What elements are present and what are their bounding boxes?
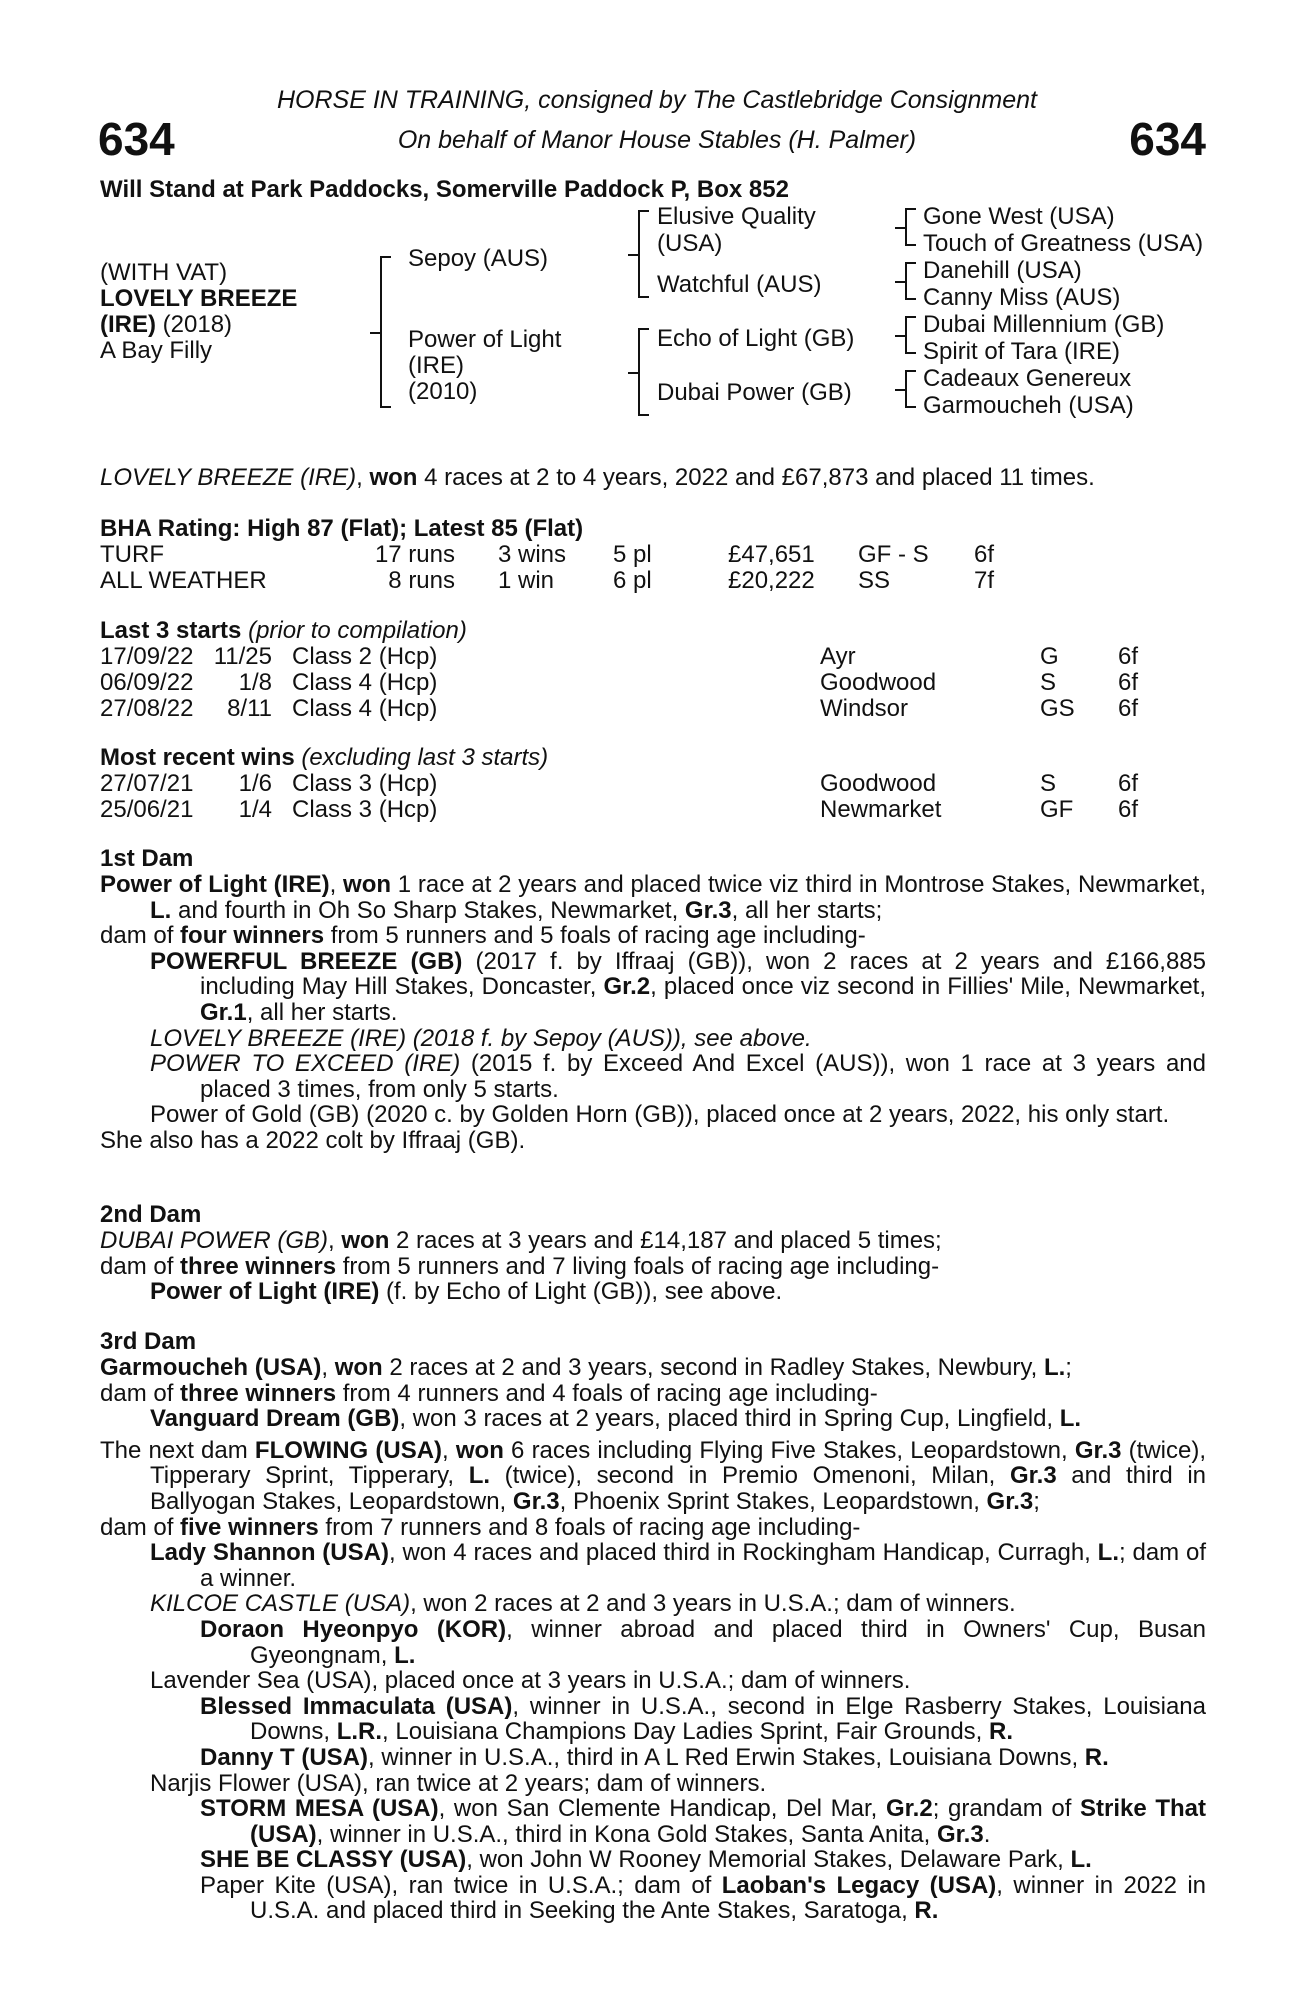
rating-going: GF - S — [858, 541, 929, 568]
consignor-line: HORSE IN TRAINING, consigned by The Castlebridge Consignment — [276, 86, 1038, 114]
dam2-produce-intro — [100, 1254, 1206, 1280]
text-run: ; dam of a winner. — [200, 1539, 1206, 1592]
text-run: Power of Gold (GB) (2020 c. by Golden Horn (GB)), placed once at 2 years, 2022, his only start. — [150, 1101, 1170, 1129]
recent-cls: Class 3 (Hcp) — [292, 796, 438, 823]
recent-heading — [100, 745, 548, 771]
text-run: , all her starts. — [246, 998, 398, 1026]
pedigree-brace-ds — [905, 316, 916, 354]
text-run: (2015 f. by Exceed And Excel (AUS)), won 1 race at 3 years and placed 3 times, from only 5 starts. — [200, 1050, 1206, 1103]
text-run: , — [328, 1227, 342, 1254]
pedigree-ddd: Garmoucheh (USA) — [923, 392, 1134, 419]
dam1-section — [100, 872, 1206, 1154]
recent-course: Newmarket — [820, 796, 942, 823]
text-run: Gr.3 — [512, 1487, 560, 1515]
text-run: , won John W Rooney Memorial Stakes, Delaware Park, — [466, 1846, 1071, 1874]
text-run: , winner in U.S.A., second in Elge Rasberry Stakes, Louisiana Downs, — [250, 1692, 1206, 1746]
summary-text: 4 races at 2 to 4 years, 2022 and £67,873 and placed 11 times. — [417, 464, 1095, 491]
text-run: five winners — [180, 1513, 319, 1541]
text-run: dam of — [100, 1513, 181, 1541]
text-run: Gr.1 — [200, 998, 247, 1026]
text-run: , all her starts; — [731, 896, 883, 924]
recent-pos: 1/4 — [238, 796, 272, 823]
text-run: L.R. — [336, 1718, 383, 1746]
text-run: Gr.3 — [1009, 1462, 1057, 1490]
text-run: L. — [1043, 1354, 1066, 1381]
text-run: Gr.3 — [1074, 1436, 1122, 1464]
text-run: L. — [150, 896, 172, 924]
recent-dist: 6f — [1118, 796, 1139, 823]
race-summary: LOVELY BREEZE (IRE), won 4 races at 2 to 4 years, 2022 and £67,873 and placed 11 times. — [100, 464, 1095, 491]
last3-dist: 6f — [1118, 669, 1139, 696]
text-run: from 5 runners and 7 living foals of racing age including- — [336, 1252, 940, 1280]
text-run: Gr.3 — [986, 1487, 1034, 1515]
pedigree-brace-dam — [638, 328, 649, 416]
text-run: won — [455, 1436, 504, 1464]
text-run: Danny T (USA) — [200, 1743, 368, 1771]
text-run: ; — [1065, 1354, 1072, 1381]
dam1-para — [100, 872, 1206, 923]
dam2-produce-item — [100, 1279, 1206, 1305]
text-run: , winner in U.S.A., third in A L Red Erwin Stakes, Louisiana Downs, — [368, 1743, 1085, 1771]
text-run: Laoban's Legacy (USA) — [721, 1871, 997, 1899]
next-dam-grandproduce — [100, 1617, 1206, 1668]
text-run: four winners — [180, 922, 325, 950]
horse-description: A Bay Filly — [100, 337, 213, 364]
rating-pl: 5 pl — [613, 541, 652, 568]
text-run: , placed once viz second in Fillies' Mile, Newmarket, — [650, 973, 1207, 1001]
text-run: Gr.2 — [603, 973, 651, 1001]
text-run: R. — [1084, 1743, 1109, 1771]
text-run: (f. by Echo of Light (GB)), see above. — [379, 1278, 783, 1306]
text-run: KILCOE CASTLE (USA) — [150, 1590, 411, 1618]
next-dam-produce-item — [100, 1540, 1206, 1591]
text-run: 2 races at 3 years and £14,187 and placed 5 times; — [389, 1227, 942, 1254]
text-run: Gr.2 — [885, 1795, 933, 1823]
text-run: L. — [468, 1462, 491, 1490]
next-dam-produce-item — [100, 1668, 1206, 1694]
pedigree-dd: Dubai Power (GB) — [657, 379, 852, 406]
recent-pos: 1/6 — [238, 770, 272, 797]
text-run: dam of — [100, 1379, 181, 1407]
stand-line: Will Stand at Park Paddocks, Somerville Paddock P, Box 852 — [100, 176, 789, 203]
recent-dist: 6f — [1118, 770, 1139, 797]
text-run: , winner in 2022 in U.S.A. and placed third in Seeking the Ante Stakes, Saratoga, — [250, 1871, 1206, 1925]
last3-note: (prior to compilation) — [241, 617, 467, 644]
text-run: from 7 runners and 8 foals of racing age including- — [318, 1513, 861, 1541]
text-run: POWER TO EXCEED (IRE) — [150, 1050, 461, 1078]
text-run: won — [341, 1227, 390, 1254]
text-run: ; grandam of — [932, 1795, 1081, 1823]
text-run: Strike That (USA) — [250, 1795, 1207, 1848]
on-behalf-line: On behalf of Manor House Stables (H. Palmer) — [397, 126, 917, 154]
text-run: . — [983, 1820, 991, 1848]
rating-runs: 8 runs — [388, 567, 455, 594]
next-dam-produce-item — [100, 1771, 1206, 1797]
pedigree-sire: Sepoy (AUS) — [408, 245, 549, 272]
pedigree-brace-dd — [905, 370, 916, 408]
dam2-para — [100, 1228, 1206, 1254]
rating-dist: 7f — [974, 567, 995, 594]
dam1-produce-item — [100, 1051, 1206, 1102]
last3-dist: 6f — [1118, 643, 1139, 670]
text-run: (twice), second in Premio Omenoni, Milan, — [490, 1462, 1010, 1490]
text-run: FLOWING (USA) — [254, 1436, 443, 1464]
next-dam-grandproduce — [100, 1694, 1206, 1745]
text-run: ; — [1033, 1487, 1040, 1515]
pedigree-sds: Danehill (USA) — [923, 257, 1082, 284]
text-run: (twice), Tipperary Sprint, Tipperary, — [150, 1436, 1207, 1490]
next-dam-para — [100, 1438, 1206, 1515]
text-run: Doraon Hyeonpyo (KOR) — [200, 1615, 507, 1643]
dam2-section — [100, 1228, 1206, 1305]
recent-title: Most recent wins — [100, 744, 295, 771]
vat-label: (WITH VAT) — [100, 259, 228, 286]
text-run: and third in Ballyogan Stakes, Leopardstown, — [150, 1462, 1206, 1515]
text-run: and fourth in Oh So Sharp Stakes, Newmarket, — [171, 896, 685, 924]
text-run: R. — [914, 1897, 939, 1925]
text-run: Gr.3 — [937, 1820, 984, 1848]
text-run: STORM MESA (USA) — [200, 1795, 439, 1823]
last3-course: Windsor — [820, 695, 909, 722]
text-run: , Phoenix Sprint Stakes, Leopardstown, — [559, 1487, 987, 1515]
text-run: from 4 runners and 4 foals of racing age including- — [336, 1379, 878, 1407]
last3-pos: 11/25 — [213, 643, 272, 670]
pedigree-sd: Watchful (AUS) — [657, 271, 822, 298]
text-run: , — [442, 1436, 456, 1464]
rating-going: SS — [858, 567, 891, 594]
text-run: Gr.3 — [684, 896, 732, 924]
horse-name: LOVELY BREEZE — [100, 285, 298, 312]
dam3-title: 3rd Dam — [100, 1328, 197, 1355]
text-run: (2017 f. by Iffraaj (GB)), won 2 races at 2 years and £166,885 including May Hill Stakes, Doncaster, — [200, 947, 1207, 1001]
pedigree-sdd: Canny Miss (AUS) — [923, 284, 1121, 311]
rating-wins: 3 wins — [498, 541, 567, 568]
next-dam-grandproduce — [100, 1847, 1206, 1873]
recent-note: (excluding last 3 starts) — [294, 744, 549, 771]
text-run: three winners — [180, 1379, 337, 1407]
text-run: Blessed Immaculata (USA) — [200, 1692, 513, 1720]
last3-cls: Class 4 (Hcp) — [292, 695, 438, 722]
text-run: The next dam — [100, 1436, 255, 1464]
rating-pl: 6 pl — [613, 567, 652, 594]
summary-horse: LOVELY BREEZE (IRE) — [100, 464, 357, 491]
text-run: DUBAI POWER (GB) — [100, 1227, 329, 1254]
text-run: three winners — [180, 1252, 337, 1280]
last3-date: 27/08/22 — [100, 695, 194, 722]
recent-course: Goodwood — [820, 770, 937, 797]
last3-course: Goodwood — [820, 669, 937, 696]
lot-number-left: 634 — [98, 113, 175, 165]
text-run: dam of — [100, 922, 181, 950]
text-run: , — [321, 1354, 335, 1381]
text-run: won — [334, 1354, 383, 1381]
text-run: 6 races including Flying Five Stakes, Leopardstown, — [503, 1436, 1075, 1464]
text-run: SHE BE CLASSY (USA) — [200, 1846, 467, 1874]
text-run: L. — [1097, 1539, 1119, 1567]
text-run: , Louisiana Champions Day Ladies Sprint, Fair Grounds, — [382, 1718, 990, 1746]
text-run: L. — [1070, 1846, 1092, 1874]
text-run: , won 4 races and placed third in Rockingham Handicap, Curragh, — [388, 1539, 1098, 1567]
dam1-produce-item — [100, 1026, 1206, 1052]
last3-going: S — [1040, 669, 1057, 696]
rating-money: £20,222 — [728, 567, 815, 594]
text-run: Vanguard Dream (GB) — [150, 1405, 400, 1433]
last3-pos: 1/8 — [238, 669, 272, 696]
next-dam-grandproduce — [100, 1745, 1206, 1771]
last3-cls: Class 4 (Hcp) — [292, 669, 438, 696]
rating-runs: 17 runs — [374, 541, 455, 568]
next-dam-produce-intro — [100, 1515, 1206, 1541]
text-run: , — [329, 871, 344, 898]
next-dam-grandproduce — [100, 1873, 1206, 1924]
dam1-produce-item — [100, 1102, 1206, 1128]
last3-date: 17/09/22 — [100, 643, 194, 670]
text-run: , winner abroad and placed third in Owners' Cup, Busan Gyeongnam, — [250, 1615, 1206, 1669]
dam3-produce-intro — [100, 1381, 1206, 1407]
pedigree-brace-sire — [638, 210, 649, 298]
text-run: (2018 f. by Sepoy (AUS)), see above. — [406, 1024, 812, 1052]
horse-country: (IRE) — [100, 311, 156, 338]
dam2-title: 2nd Dam — [100, 1201, 202, 1228]
recent-date: 25/06/21 — [100, 796, 194, 823]
text-run: , won 2 races at 2 and 3 years in U.S.A.; dam of winners. — [410, 1590, 1016, 1618]
rating-wins: 1 win — [498, 567, 555, 594]
recent-cls: Class 3 (Hcp) — [292, 770, 438, 797]
summary-won: won — [369, 464, 418, 491]
last3-heading — [100, 618, 467, 644]
text-run: POWERFUL BREEZE (GB) — [150, 947, 463, 975]
pedigree-brace-sd — [905, 262, 916, 300]
rating-surface: ALL WEATHER — [100, 567, 267, 594]
pedigree-sss: Gone West (USA) — [923, 203, 1115, 230]
rating-title: BHA Rating: High 87 (Flat); Latest 85 (Flat) — [100, 515, 584, 542]
dam3-para — [100, 1355, 1206, 1381]
rating-money: £47,651 — [728, 541, 815, 568]
rating-dist: 6f — [974, 541, 995, 568]
pedigree-ssd: Touch of Greatness (USA) — [923, 230, 1204, 257]
dam3-produce-item — [100, 1406, 1206, 1432]
text-run: LOVELY BREEZE (IRE) — [150, 1024, 407, 1052]
pedigree-dam-1: Power of Light — [408, 326, 562, 353]
last3-dist: 6f — [1118, 695, 1139, 722]
pedigree-dss: Dubai Millennium (GB) — [923, 311, 1165, 338]
next-dam-produce-item — [100, 1591, 1206, 1617]
text-run: Lavender Sea (USA), placed once at 3 years in U.S.A.; dam of winners. — [150, 1667, 911, 1695]
recent-going: S — [1040, 770, 1057, 797]
dam3-section — [100, 1355, 1206, 1924]
text-run: won — [343, 871, 392, 898]
pedigree-ds: Echo of Light (GB) — [657, 325, 855, 352]
text-run: from 5 runners and 5 foals of racing age including- — [324, 922, 866, 950]
text-run: , won 3 races at 2 years, placed third in Spring Cup, Lingfield, — [399, 1405, 1060, 1433]
last3-date: 06/09/22 — [100, 669, 194, 696]
text-run: , winner in U.S.A., third in Kona Gold Stakes, Santa Anita, — [316, 1820, 937, 1848]
last3-course: Ayr — [820, 643, 856, 670]
horse-name-suffix — [100, 312, 232, 338]
text-run: Power of Light (IRE) — [150, 1278, 380, 1306]
pedigree-ss-1: Elusive Quality — [657, 203, 816, 230]
pedigree-brace-ss — [905, 208, 916, 246]
text-run: L. — [394, 1641, 416, 1669]
text-run: Narjis Flower (USA), ran twice at 2 years; dam of winners. — [150, 1769, 767, 1797]
pedigree-brace-main — [380, 256, 391, 408]
text-run: Lady Shannon (USA) — [150, 1539, 389, 1567]
pedigree-dam-3: (2010) — [408, 378, 478, 405]
recent-date: 27/07/21 — [100, 770, 194, 797]
rating-surface: TURF — [100, 541, 164, 568]
dam1-produce-intro — [100, 923, 1206, 949]
last3-title: Last 3 starts — [100, 617, 242, 644]
last3-cls: Class 2 (Hcp) — [292, 643, 438, 670]
horse-year: (2018) — [162, 311, 233, 338]
text-run: , won San Clemente Handicap, Del Mar, — [438, 1795, 886, 1823]
last3-going: G — [1040, 643, 1059, 670]
text-run: Paper Kite (USA), ran twice in U.S.A.; dam of — [200, 1871, 722, 1899]
last3-pos: 8/11 — [227, 695, 272, 722]
pedigree-dam-2: (IRE) — [408, 352, 464, 379]
recent-going: GF — [1040, 796, 1074, 823]
dam1-also — [100, 1128, 1206, 1154]
lot-number-right: 634 — [1129, 113, 1206, 165]
text-run: L. — [1059, 1405, 1082, 1433]
text-run: Garmoucheh (USA) — [100, 1354, 322, 1381]
pedigree-dds: Cadeaux Genereux — [923, 365, 1132, 392]
dam1-title: 1st Dam — [100, 845, 194, 872]
text-run: Power of Light (IRE) — [100, 871, 330, 898]
dam1-produce-item — [100, 949, 1206, 1026]
text-run: R. — [989, 1718, 1014, 1746]
pedigree-dsd: Spirit of Tara (IRE) — [923, 338, 1120, 365]
text-run: 2 races at 2 and 3 years, second in Radley Stakes, Newbury, — [382, 1354, 1044, 1381]
pedigree-ss-2: (USA) — [657, 230, 723, 257]
text-run: dam of — [100, 1252, 181, 1280]
next-dam-grandproduce — [100, 1796, 1206, 1847]
text-run: 1 race at 2 years and placed twice viz third in Montrose Stakes, Newmarket, — [391, 871, 1206, 898]
text-run: She also has a 2022 colt by Iffraaj (GB). — [100, 1126, 526, 1154]
last3-going: GS — [1040, 695, 1075, 722]
